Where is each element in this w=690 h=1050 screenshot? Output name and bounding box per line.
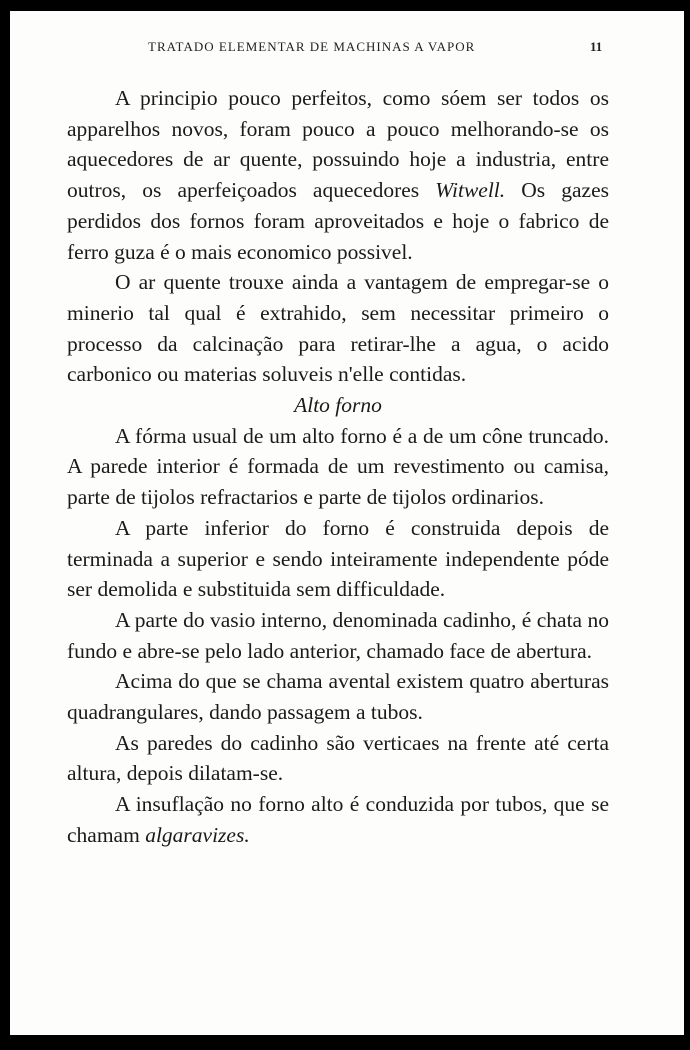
paragraph-text: A principio pouco perfeitos, como sóem ser todos os apparelhos novos, foram pouco a pouco melhorando-se os aquecedores de ar quente, possuindo hoje a industria, entre outros, os aperfeiçoados aquecedores bbox=[67, 86, 609, 203]
paragraph: A parte inferior do forno é construida depois de terminada a superior e sendo inteiramente independente póde ser demolida e substituida sem difficuldade. bbox=[67, 515, 609, 602]
italic-term: algaravizes. bbox=[145, 822, 250, 847]
paragraph-text: Os gazes perdidos dos fornos foram aproveitados e hoje o fabrico de ferro guza é o mais economico possivel. bbox=[67, 178, 610, 264]
paragraph: Acima do que se chama avental existem quatro aberturas quadrangulares, dando passagem a tubos. bbox=[67, 669, 609, 725]
book-page bbox=[10, 11, 684, 1035]
page-body bbox=[67, 83, 609, 851]
running-title: TRATADO ELEMENTAR DE MACHINAS A VAPOR bbox=[148, 39, 476, 54]
paragraph bbox=[67, 83, 609, 267]
italic-name: Witwell. bbox=[435, 178, 506, 203]
paragraph: O ar quente trouxe ainda a vantagem de empregar-se o minerio tal qual é extrahido, sem necessitar primeiro o processo da calcinação para retirar-lhe a agua, o acido carbonico ou materias soluveis n'elle contidas. bbox=[67, 270, 609, 387]
section-heading: Alto forno bbox=[294, 393, 382, 418]
page-number: 11 bbox=[590, 39, 603, 54]
page-header bbox=[10, 39, 684, 59]
paragraph bbox=[67, 789, 609, 850]
paragraph-text: A insuflação no forno alto é conduzida por tubos, que se chamam bbox=[67, 792, 609, 847]
paragraph: As paredes do cadinho são verticaes na frente até certa altura, depois dilatam-se. bbox=[67, 730, 609, 786]
paragraph: A parte do vasio interno, denominada cadinho, é chata no fundo e abre-se pelo lado anterior, chamado face de abertura. bbox=[67, 607, 609, 663]
paragraph: A fórma usual de um alto forno é a de um cône truncado. A parede interior é formada de um revestimento ou camisa, parte de tijolos refractarios e parte de tijolos ordinarios. bbox=[67, 423, 609, 510]
